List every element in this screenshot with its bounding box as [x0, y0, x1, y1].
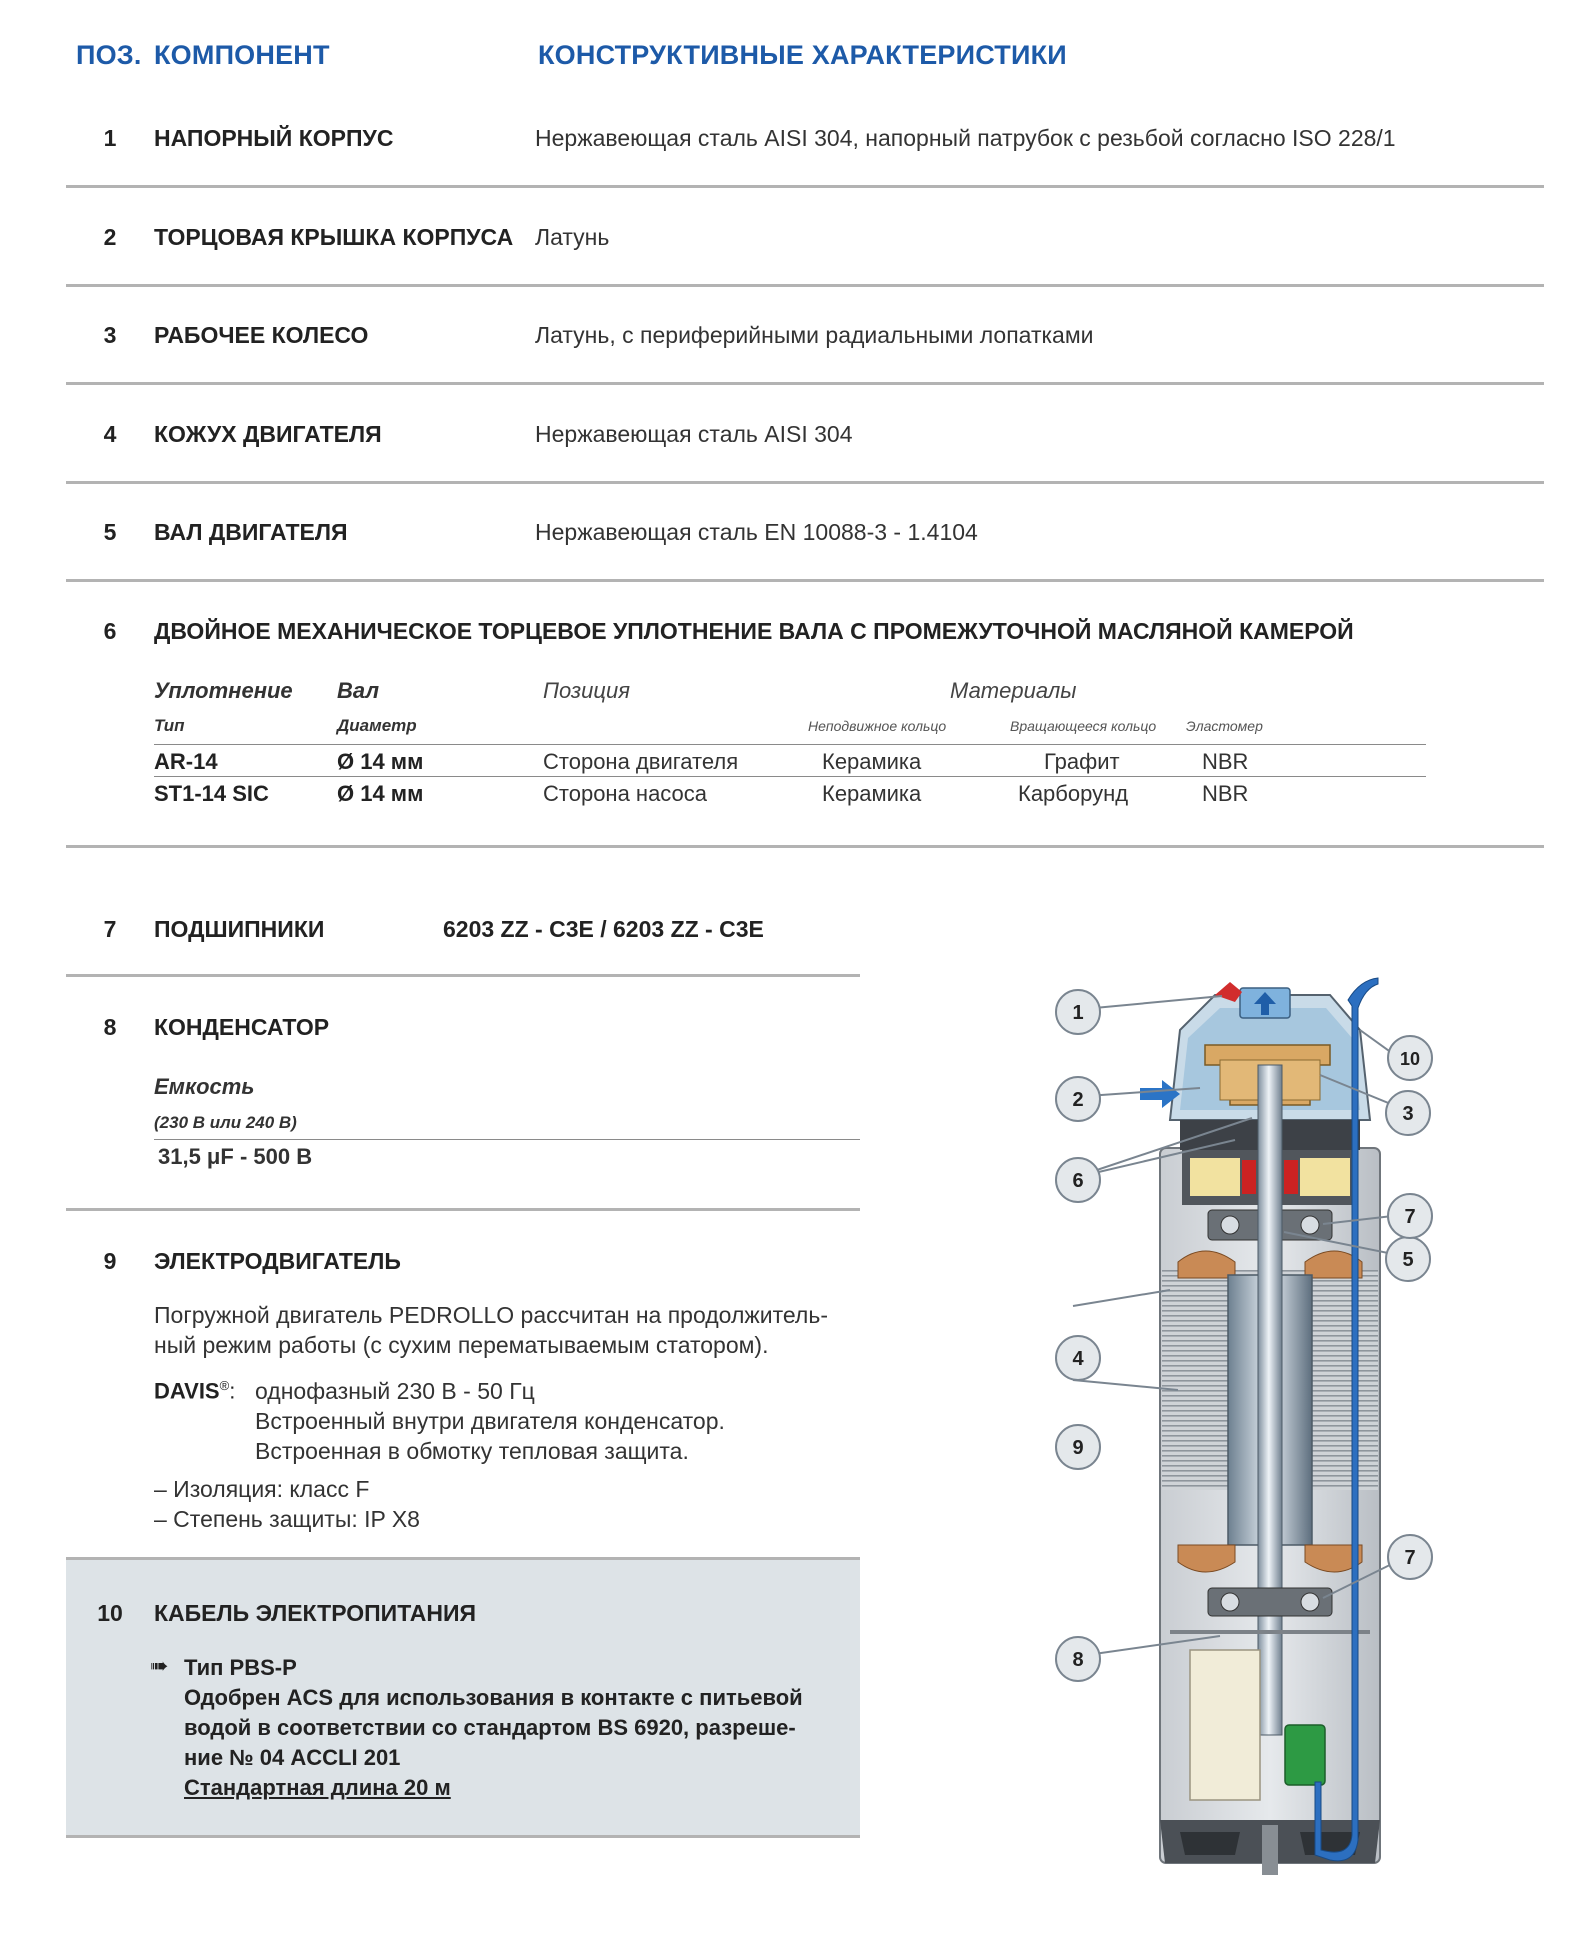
motor-davis-label: DAVIS®: — [154, 1378, 236, 1404]
seal-row-2-position: Сторона насоса — [543, 781, 708, 806]
item-4-desc: Нержавеющая сталь AISI 304 — [535, 421, 853, 447]
item-3-number: 3 — [103, 322, 117, 348]
capacitor-header: Емкость — [154, 1074, 255, 1099]
seal-row-1-rotating: Графит — [1044, 749, 1120, 774]
item-5-desc: Нержавеющая сталь EN 10088-3 - 1.4104 — [535, 519, 978, 545]
item-5-name: ВАЛ ДВИГАТЕЛЯ — [154, 519, 348, 545]
callout-2 — [1053, 1074, 1103, 1129]
svg-text:7: 7 — [1404, 1547, 1416, 1569]
header-component: КОМПОНЕНТ — [154, 40, 330, 70]
seal-header-materials: Материалы — [950, 678, 1077, 703]
seal-header-elastomer: Эластомер — [1186, 718, 1263, 734]
callout-10 — [1385, 1033, 1435, 1088]
svg-text:9: 9 — [1072, 1437, 1084, 1459]
item-10-number: 10 — [97, 1600, 123, 1626]
item-1-number: 1 — [103, 125, 117, 151]
svg-text:8: 8 — [1072, 1649, 1084, 1671]
item-1-desc: Нержавеющая сталь AISI 304, напорный патрубок с резьбой согласно ISO 228/1 — [535, 125, 1396, 151]
seal-row-2-rotating: Карборунд — [1018, 781, 1129, 806]
seal-row-2-fixed: Керамика — [822, 781, 922, 806]
motor-desc-line1: Погружной двигатель PEDROLLO рассчитан на продолжитель- — [154, 1302, 828, 1328]
table-rule — [154, 776, 1426, 777]
callout-4 — [1053, 1333, 1103, 1388]
seal-row-2-type: ST1-14 SIC — [154, 781, 269, 806]
table-rule — [154, 744, 1426, 745]
header-pos: ПОЗ. — [76, 40, 142, 70]
divider — [66, 382, 1544, 385]
capacitor-voltage: (230 В или 240 В) — [154, 1113, 297, 1132]
svg-text:4: 4 — [1072, 1348, 1084, 1370]
seal-header-type: Тип — [154, 716, 185, 735]
item-3-desc: Латунь, с периферийными радиальными лопатками — [535, 322, 1094, 348]
divider — [66, 481, 1544, 484]
item-10-name: КАБЕЛЬ ЭЛЕКТРОПИТАНИЯ — [154, 1600, 477, 1626]
seal-header-seal: Уплотнение — [154, 678, 293, 703]
callout-8 — [1053, 1634, 1103, 1689]
item-4-name: КОЖУХ ДВИГАТЕЛЯ — [154, 421, 382, 447]
seal-row-1-diameter: Ø 14 мм — [337, 749, 424, 774]
seal-header-shaft: Вал — [337, 678, 380, 703]
cable-line2: водой в соответствии со стандартом BS 6920, разреше- — [184, 1715, 796, 1740]
seal-header-rotating-ring: Вращающееся кольцо — [1010, 718, 1157, 734]
seal-row-1-elastomer: NBR — [1202, 749, 1249, 774]
svg-text:10: 10 — [1399, 1049, 1421, 1069]
divider — [66, 845, 1544, 848]
motor-desc-line2: ный режим работы (с сухим перематываемым статором). — [154, 1332, 769, 1358]
item-7-number: 7 — [103, 916, 117, 942]
item-1-name: НАПОРНЫЙ КОРПУС — [154, 125, 394, 151]
svg-text:3: 3 — [1402, 1103, 1414, 1125]
table-rule — [154, 1139, 860, 1140]
cable-length: Стандартная длина 20 м — [184, 1775, 451, 1800]
seal-row-1-type: AR-14 — [154, 749, 218, 774]
item-2-name: ТОРЦОВАЯ КРЫШКА КОРПУСА — [154, 224, 514, 250]
divider — [66, 185, 1544, 188]
seal-header-diameter: Диаметр — [337, 716, 417, 735]
item-8-name: КОНДЕНСАТОР — [154, 1014, 330, 1040]
item-6-number: 6 — [103, 618, 117, 644]
svg-text:1: 1 — [1072, 1002, 1084, 1024]
item-4-number: 4 — [103, 421, 117, 447]
motor-insulation: – Изоляция: класс F — [154, 1476, 370, 1502]
item-5-number: 5 — [103, 519, 117, 545]
item-3-name: РАБОЧЕЕ КОЛЕСО — [154, 322, 369, 348]
cable-line1: Одобрен ACS для использования в контакте с питьевой — [184, 1685, 803, 1710]
item-6-name: ДВОЙНОЕ МЕХАНИЧЕСКОЕ ТОРЦЕВОЕ УПЛОТНЕНИЕ ВАЛА С ПРОМЕЖУТОЧНОЙ МАСЛЯНОЙ КАМЕРОЙ — [154, 618, 1354, 644]
capacitor-value: 31,5 μF - 500 В — [158, 1144, 313, 1169]
motor-line2: Встроенный внутри двигателя конденсатор. — [255, 1408, 725, 1434]
seal-row-2-diameter: Ø 14 мм — [337, 781, 424, 806]
svg-text:2: 2 — [1072, 1089, 1084, 1111]
callout-3 — [1383, 1088, 1433, 1143]
divider — [66, 284, 1544, 287]
item-7-name: ПОДШИПНИКИ — [154, 916, 325, 942]
svg-text:5: 5 — [1402, 1249, 1414, 1271]
callout-9 — [1053, 1422, 1103, 1477]
cable-type: Тип PBS-P — [184, 1655, 297, 1680]
svg-text:7: 7 — [1404, 1206, 1416, 1228]
motor-protection: – Степень защиты: IP X8 — [154, 1506, 420, 1532]
item-2-number: 2 — [103, 224, 117, 250]
callout-6 — [1053, 1155, 1103, 1210]
callout-1 — [1053, 987, 1103, 1042]
callout-7-top — [1385, 1191, 1435, 1246]
seal-row-1-fixed: Керамика — [822, 749, 922, 774]
item-2-desc: Латунь — [535, 224, 610, 250]
cable-line3: ние № 04 ACCLI 201 — [184, 1745, 401, 1770]
motor-line3: Встроенная в обмотку тепловая защита. — [255, 1438, 689, 1464]
motor-line1: однофазный 230 В - 50 Гц — [255, 1378, 535, 1404]
callout-7-bottom — [1385, 1532, 1435, 1587]
svg-text:6: 6 — [1072, 1170, 1084, 1192]
item-7-bearings: 6203 ZZ - C3E / 6203 ZZ - C3E — [443, 916, 764, 942]
item-8-number: 8 — [103, 1014, 117, 1040]
item-9-number: 9 — [103, 1248, 117, 1274]
item-9-name: ЭЛЕКТРОДВИГАТЕЛЬ — [154, 1248, 401, 1274]
seal-row-1-position: Сторона двигателя — [543, 749, 739, 774]
pointer-icon: ➠ — [150, 1653, 169, 1678]
divider — [66, 1208, 860, 1211]
divider — [66, 1835, 860, 1838]
seal-header-position: Позиция — [543, 678, 630, 703]
divider — [66, 974, 860, 977]
divider — [66, 579, 1544, 582]
header-characteristics: КОНСТРУКТИВНЫЕ ХАРАКТЕРИСТИКИ — [538, 40, 1067, 70]
seal-row-2-elastomer: NBR — [1202, 781, 1249, 806]
seal-header-fixed-ring: Неподвижное кольцо — [808, 718, 947, 734]
